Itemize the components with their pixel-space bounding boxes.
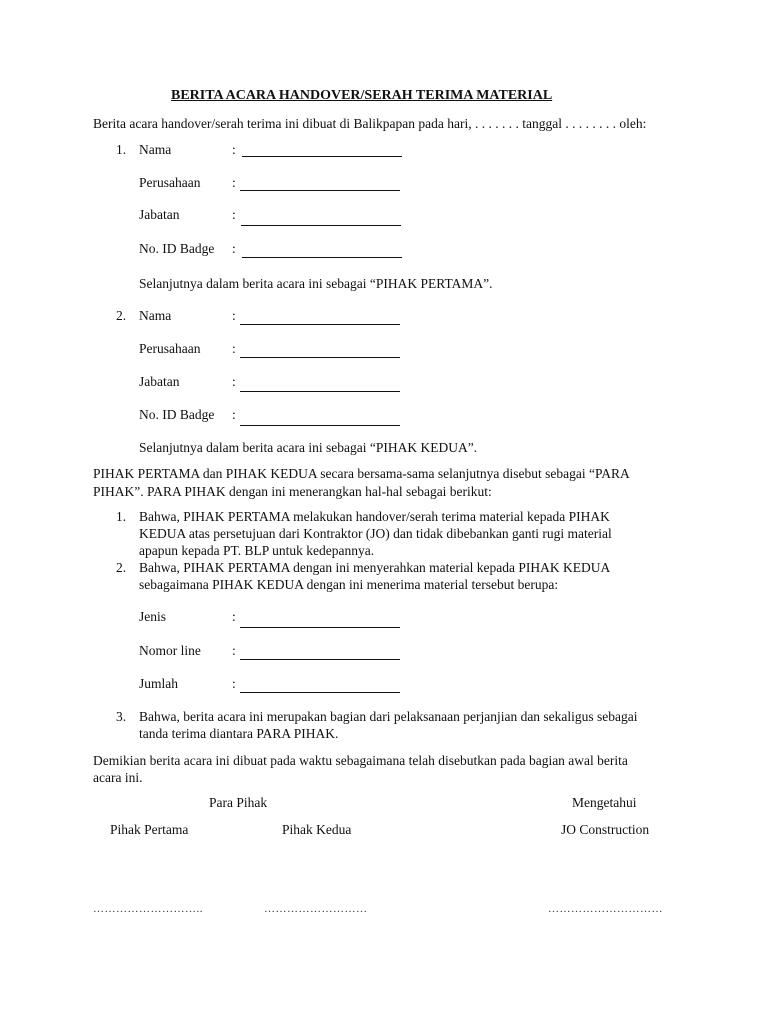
party1-position-label: Jabatan <box>139 207 180 222</box>
closing-line: acara ini. <box>93 770 143 785</box>
material-type-blank[interactable] <box>240 627 400 628</box>
party2-note: Selanjutnya dalam berita acara ini sebagai “PIHAK KEDUA”. <box>139 440 478 455</box>
point1-line: apapun kepada PT. BLP untuk kedepannya. <box>139 543 375 558</box>
point1-number: 1. <box>116 509 127 524</box>
point2-number: 2. <box>116 560 127 575</box>
colon: : <box>232 207 236 222</box>
party1-name-blank[interactable] <box>242 156 402 157</box>
party2-name-label: Nama <box>139 308 172 323</box>
para-pihak-heading: Para Pihak <box>209 795 268 810</box>
jo-construction-label: JO Construction <box>561 822 650 837</box>
colon: : <box>232 341 236 356</box>
colon: : <box>232 175 236 190</box>
point2-line: Bahwa, PIHAK PERTAMA dengan ini menyerahkan material kepada PIHAK KEDUA <box>139 560 611 575</box>
point3-number: 3. <box>116 709 127 724</box>
para-pihak-line: PIHAK”. PARA PIHAK dengan ini menerangkan hal-hal sebagai berikut: <box>93 484 492 499</box>
pihak-pertama-label: Pihak Pertama <box>110 822 189 837</box>
colon: : <box>232 407 236 422</box>
signature-line-pihak-pertama: ……………………….. <box>93 903 203 915</box>
document-title: BERITA ACARA HANDOVER/SERAH TERIMA MATERIAL <box>171 88 553 103</box>
colon: : <box>232 676 236 691</box>
party2-badge-label: No. ID Badge <box>139 407 215 422</box>
party2-badge-blank[interactable] <box>240 425 400 426</box>
closing-line: Demikian berita acara ini dibuat pada waktu sebagaimana telah disebutkan pada bagian awal berita <box>93 753 628 768</box>
party1-name-label: Nama <box>139 142 172 157</box>
party2-number: 2. <box>116 308 127 323</box>
point1-line: KEDUA atas persetujuan dari Kontraktor (JO) dan tidak dibebankan ganti rugi material <box>139 526 612 541</box>
party2-position-blank[interactable] <box>240 391 400 392</box>
pihak-kedua-label: Pihak Kedua <box>282 822 352 837</box>
point1-line: Bahwa, PIHAK PERTAMA melakukan handover/serah terima material kepada PIHAK <box>139 509 610 524</box>
party1-badge-blank[interactable] <box>242 257 402 258</box>
party1-note: Selanjutnya dalam berita acara ini sebagai “PIHAK PERTAMA”. <box>139 276 493 291</box>
party2-company-blank[interactable] <box>240 357 400 358</box>
material-type-label: Jenis <box>139 609 166 624</box>
party1-number: 1. <box>116 142 127 157</box>
party1-position-blank[interactable] <box>241 225 401 226</box>
colon: : <box>232 609 236 624</box>
party1-badge-label: No. ID Badge <box>139 241 215 256</box>
material-amount-label: Jumlah <box>139 676 178 691</box>
point3-line: Bahwa, berita acara ini merupakan bagian dari pelaksanaan perjanjian dan sekaligus sebagai <box>139 709 638 724</box>
point3-line: tanda terima diantara PARA PIHAK. <box>139 726 339 741</box>
material-line-label: Nomor line <box>139 643 201 658</box>
colon: : <box>232 308 236 323</box>
colon: : <box>232 241 236 256</box>
para-pihak-line: PIHAK PERTAMA dan PIHAK KEDUA secara bersama-sama selanjutnya disebut sebagai “PARA <box>93 466 630 481</box>
party2-name-blank[interactable] <box>240 324 400 325</box>
party2-company-label: Perusahaan <box>139 341 201 356</box>
party1-company-blank[interactable] <box>240 190 400 191</box>
intro-text: Berita acara handover/serah terima ini dibuat di Balikpapan pada hari, . . . . . . . tanggal . . . . . . . . oleh: <box>93 116 647 131</box>
mengetahui-heading: Mengetahui <box>572 795 637 810</box>
material-line-blank[interactable] <box>240 659 400 660</box>
colon: : <box>232 142 236 157</box>
material-amount-blank[interactable] <box>240 692 400 693</box>
party1-company-label: Perusahaan <box>139 175 201 190</box>
signature-line-pihak-kedua: ……………………… <box>264 903 368 915</box>
party2-position-label: Jabatan <box>139 374 180 389</box>
point2-line: sebagaimana PIHAK KEDUA dengan ini menerima material tersebut berupa: <box>139 577 559 592</box>
colon: : <box>232 374 236 389</box>
signature-line-jo-construction: ………………………… <box>548 903 663 915</box>
colon: : <box>232 643 236 658</box>
